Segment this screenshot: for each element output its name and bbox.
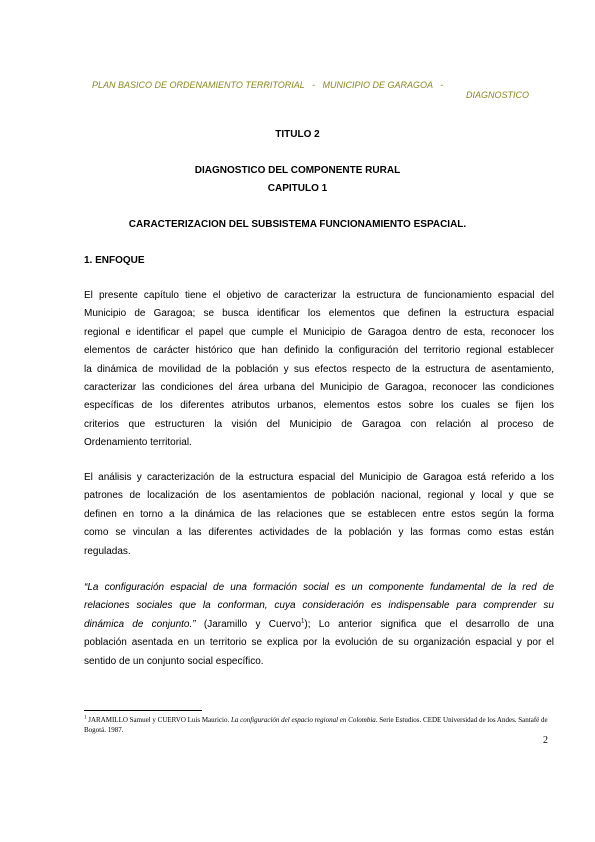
footnote-title: La configuración del espacio regional en Colombia. — [230, 716, 378, 724]
footnote-details: Serie Estudios. CEDE Universidad de los Andes. Santafé de Bogotá. 1987. — [84, 716, 548, 734]
text-line: población asentada en un territorio se explica por la evolución de su organización espacial y por el — [84, 637, 554, 649]
header-title: PLAN BASICO DE ORDENAMIENTO TERRITORIAL - MUNICIPIO DE GARAGOA - — [92, 80, 444, 90]
text-line: la dinámica de movilidad de la población y sus efectos respecto de la estructura de asentamiento, — [84, 363, 554, 375]
footnote-marker: 1 — [84, 715, 87, 721]
text-continuation: ); Lo anterior significa que el desarrollo de una — [304, 618, 554, 630]
component-heading: DIAGNOSTICO DEL COMPONENTE RURAL — [194, 165, 401, 176]
text-line: Ordenamiento territorial. — [84, 437, 192, 449]
quote-line: relaciones sociales que la conforman, cuya consideración es indispensable para comprender su — [84, 600, 554, 612]
chapter-heading: CAPITULO 1 — [267, 183, 328, 194]
text-line: sentido de un conjunto social específico. — [84, 655, 264, 667]
text-line: El análisis y caracterización de la estructura espacial del Municipio de Garagoa está referido a los — [84, 472, 554, 483]
text-line: criterios que estructuren la visión del Municipio de Garagoa con relación al proceso de — [84, 418, 554, 430]
citation-text: (Jaramillo y Cuervo — [195, 618, 302, 630]
subsystem-heading: CARACTERIZACION DEL SUBSISTEMA FUNCIONAMIENTO ESPACIAL. — [128, 219, 467, 230]
text-line: específicas de los diferentes atributos urbanos, elementos estos sobre los cuales se fijen los — [84, 400, 554, 412]
text-line: definen en torno a la dinámica de las relaciones que se establecen entre estos según la forma — [84, 508, 554, 520]
text-line: reguladas. — [84, 545, 131, 557]
quote-line: “La configuración espacial de una formación social es un componente fundamental de la red de — [84, 582, 554, 593]
text-line: elementos de carácter histórico que han definido la configuración del territorio regional establecer — [84, 345, 554, 357]
paragraph-objective — [84, 287, 554, 453]
text-line: regional e identificar el papel que cumple el Municipio de Garagoa dentro de esta, reconocer los — [84, 326, 554, 338]
footnote — [84, 715, 554, 735]
paragraph-analysis — [84, 469, 554, 561]
quote-end: dinámica de conjunto.” — [84, 618, 196, 630]
text-line: patrones de localización de los asentamientos de población nacional, regional y local y que se — [84, 490, 554, 502]
section-heading: 1. ENFOQUE — [84, 255, 145, 266]
titulo-heading: TITULO 2 — [275, 129, 320, 140]
paragraph-quote — [84, 579, 554, 671]
footnote-separator — [84, 710, 202, 711]
text-line: Municipio de Garagoa; se busca identificar los elementos que definen la estructura espacial — [84, 308, 554, 320]
text-line: caracterizar las condiciones del área urbana del Municipio de Garagoa, reconocer las condiciones — [84, 382, 554, 394]
text-line: como se vinculan a las diferentes actividades de la población y las formas como estas están — [84, 527, 554, 539]
header-section: DIAGNOSTICO — [466, 90, 530, 100]
text-line — [84, 616, 554, 634]
running-header — [0, 70, 595, 110]
footnote-reference: 1 — [301, 618, 305, 625]
text-line: El presente capítulo tiene el objetivo de caracterizar la estructura de funcionamiento espacial del — [84, 290, 554, 301]
page-number: 2 — [543, 735, 548, 746]
footnote-authors: JARAMILLO Samuel y CUERVO Luis Mauricio. — [86, 716, 231, 724]
